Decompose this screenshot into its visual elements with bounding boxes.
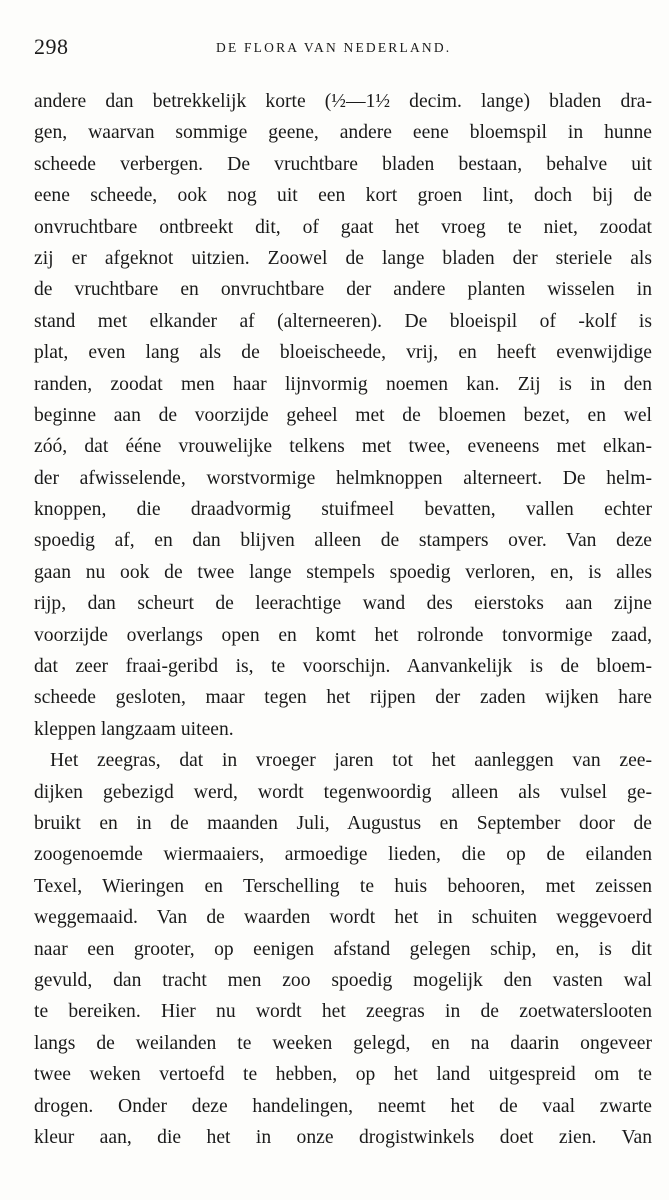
text-line: stand met elkander af (alterneeren). De bloeispil of -kolf is: [34, 310, 652, 332]
text-line: zoogenoemde wiermaaiers, armoedige lieden, die op de eilanden: [34, 844, 652, 866]
text-line: onvruchtbare ontbreekt dit, of gaat het vroeg te niet, zoodat: [34, 216, 652, 238]
text-line: dijken gebezigd werd, wordt tegenwoordig alleen als vulsel ge-: [34, 781, 652, 803]
text-line: spoedig af, en dan blijven alleen de stampers over. Van deze: [34, 530, 652, 552]
text-line: scheede verbergen. De vruchtbare bladen bestaan, behalve uit: [34, 153, 652, 175]
paragraph: [34, 86, 652, 745]
text-line: gevuld, dan tracht men zoo spoedig mogelijk den vasten wal: [34, 969, 652, 991]
text-line: Texel, Wieringen en Terschelling te huis behooren, met zeissen: [34, 875, 652, 897]
body-text: [34, 86, 652, 1153]
text-line: twee weken vertoefd te hebben, op het land uitgespreid om te: [34, 1064, 652, 1086]
text-line: randen, zoodat men haar lijnvormig noemen kan. Zij is in den: [34, 373, 652, 395]
text-line: drogen. Onder deze handelingen, neemt het de vaal zwarte: [34, 1095, 652, 1117]
text-line: Het zeegras, dat in vroeger jaren tot het aanleggen van zee-: [50, 750, 652, 772]
running-title: DE FLORA VAN NEDERLAND.: [216, 40, 452, 55]
text-line: scheede gesloten, maar tegen het rijpen der zaden wijken hare: [34, 687, 652, 709]
text-line: naar een grooter, op eenigen afstand gelegen schip, en, is dit: [34, 938, 652, 960]
text-line: dat zeer fraai-geribd is, te voorschijn. Aanvankelijk is de bloem-: [34, 656, 652, 678]
running-head: [34, 34, 635, 64]
text-line: rijp, dan scheurt de leerachtige wand des eierstoks aan zijne: [34, 593, 652, 615]
text-line: de vruchtbare en onvruchtbare der andere planten wisselen in: [34, 279, 652, 301]
text-line: kleur aan, die het in onze drogistwinkels doet zien. Van: [34, 1126, 652, 1148]
text-line: beginne aan de voorzijde geheel met de bloemen bezet, en wel: [34, 404, 652, 426]
paragraph: [34, 745, 652, 1153]
text-line: eene scheede, ook nog uit een kort groen lint, doch bij de: [34, 185, 652, 207]
text-line: der afwisselende, worstvormige helmknoppen alterneert. De helm-: [34, 467, 652, 489]
text-line: zij er afgeknot uitzien. Zoowel de lange bladen der steriele als: [34, 247, 652, 269]
text-line: kleppen langzaam uiteen.: [34, 718, 234, 740]
text-line: voorzijde overlangs open en komt het rolronde tonvormige zaad,: [34, 624, 652, 646]
text-line: weggemaaid. Van de waarden wordt het in schuiten weggevoerd: [34, 907, 652, 929]
page-number: 298: [34, 34, 69, 59]
text-line: gen, waarvan sommige geene, andere eene bloemspil in hunne: [34, 122, 652, 144]
text-line: gaan nu ook de twee lange stempels spoedig verloren, en, is alles: [34, 561, 652, 583]
text-line: zóó, dat ééne vrouwelijke telkens met twee, eveneens met elkan-: [34, 436, 652, 458]
text-line: langs de weilanden te weeken gelegd, en na daarin ongeveer: [34, 1032, 652, 1054]
text-line: andere dan betrekkelijk korte (½—1½ decim. lange) bladen dra-: [34, 91, 652, 112]
text-line: te bereiken. Hier nu wordt het zeegras in de zoetwaterslooten: [34, 1001, 652, 1023]
text-line: knoppen, die draadvormig stuifmeel bevatten, vallen echter: [34, 499, 652, 521]
text-line: bruikt en in de maanden Juli, Augustus en September door de: [34, 812, 652, 834]
text-line: plat, even lang als de bloeischeede, vrij, en heeft evenwijdige: [34, 342, 652, 364]
